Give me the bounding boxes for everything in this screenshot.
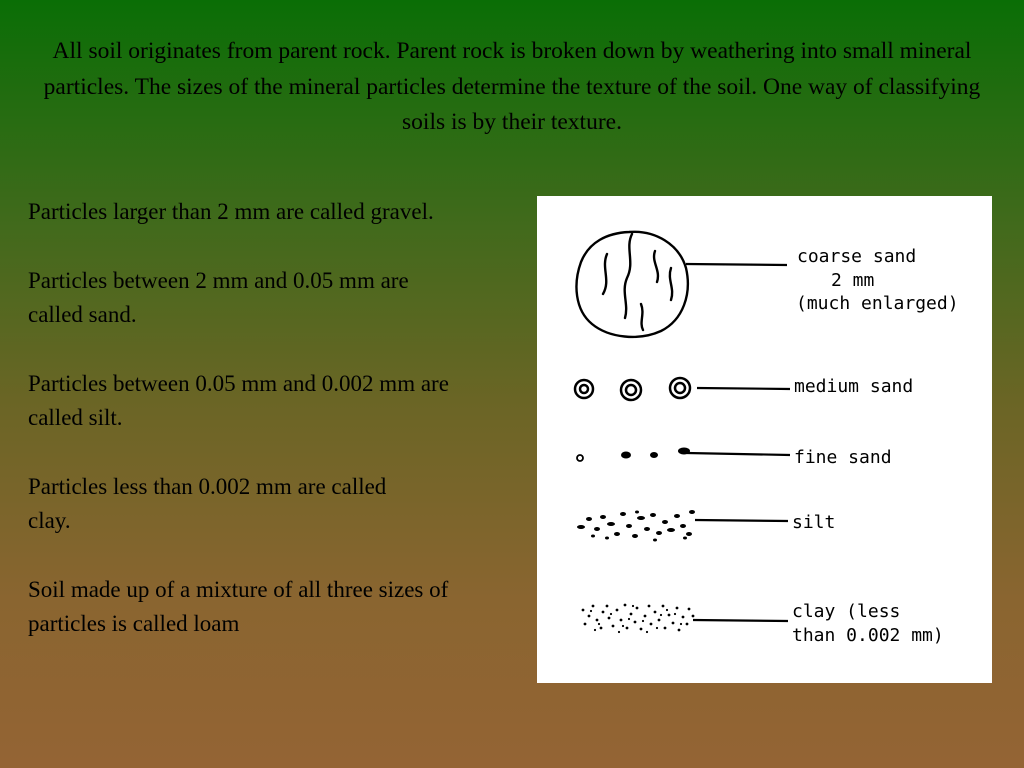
medium-sand-leader [697,388,790,389]
fine-sand-leader [687,453,790,455]
clay-label: clay (less [792,601,901,622]
fine-sand-label: fine sand [794,447,892,468]
silt-leader [695,520,788,521]
clay-size-label: than 0.002 mm) [792,625,944,646]
particle-size-figure [537,196,992,683]
particle-classes [28,195,528,676]
sand-definition: Particles between 2 mm and 0.05 mm are called sand. [28,267,409,327]
coarse-sand-leader [686,264,787,265]
silt-definition: Particles between 0.05 mm and 0.002 mm are called silt. [28,370,449,430]
gravel-definition: Particles larger than 2 mm are called gravel. [28,199,434,224]
clay-leader [693,620,788,621]
silt-label: silt [792,512,836,533]
medium-sand-label: medium sand [794,376,914,397]
clay-stipple-icon [582,604,695,634]
coarse-sand-size-label: 2 mm [831,270,875,291]
particle-drawing [537,196,992,683]
medium-sand-grains-icon [575,378,690,400]
coarse-sand-label: coarse sand [797,246,917,267]
fine-sand-grains-icon [577,448,690,462]
intro-paragraph: All soil originates from parent rock. Parent rock is broken down by weathering into small mineral particles. The sizes of the mineral particles determine the texture of the soil. One way of classifying soils is by their texture. [43,38,981,135]
coarse-sand-grain-icon [576,232,687,337]
loam-definition: Soil made up of a mixture of all three sizes of particles is called loam [28,576,449,636]
clay-definition: Particles less than 0.002 mm are called clay. [28,473,387,533]
coarse-sand-note-label: (much enlarged) [796,293,959,314]
silt-speckles-icon [577,510,695,542]
